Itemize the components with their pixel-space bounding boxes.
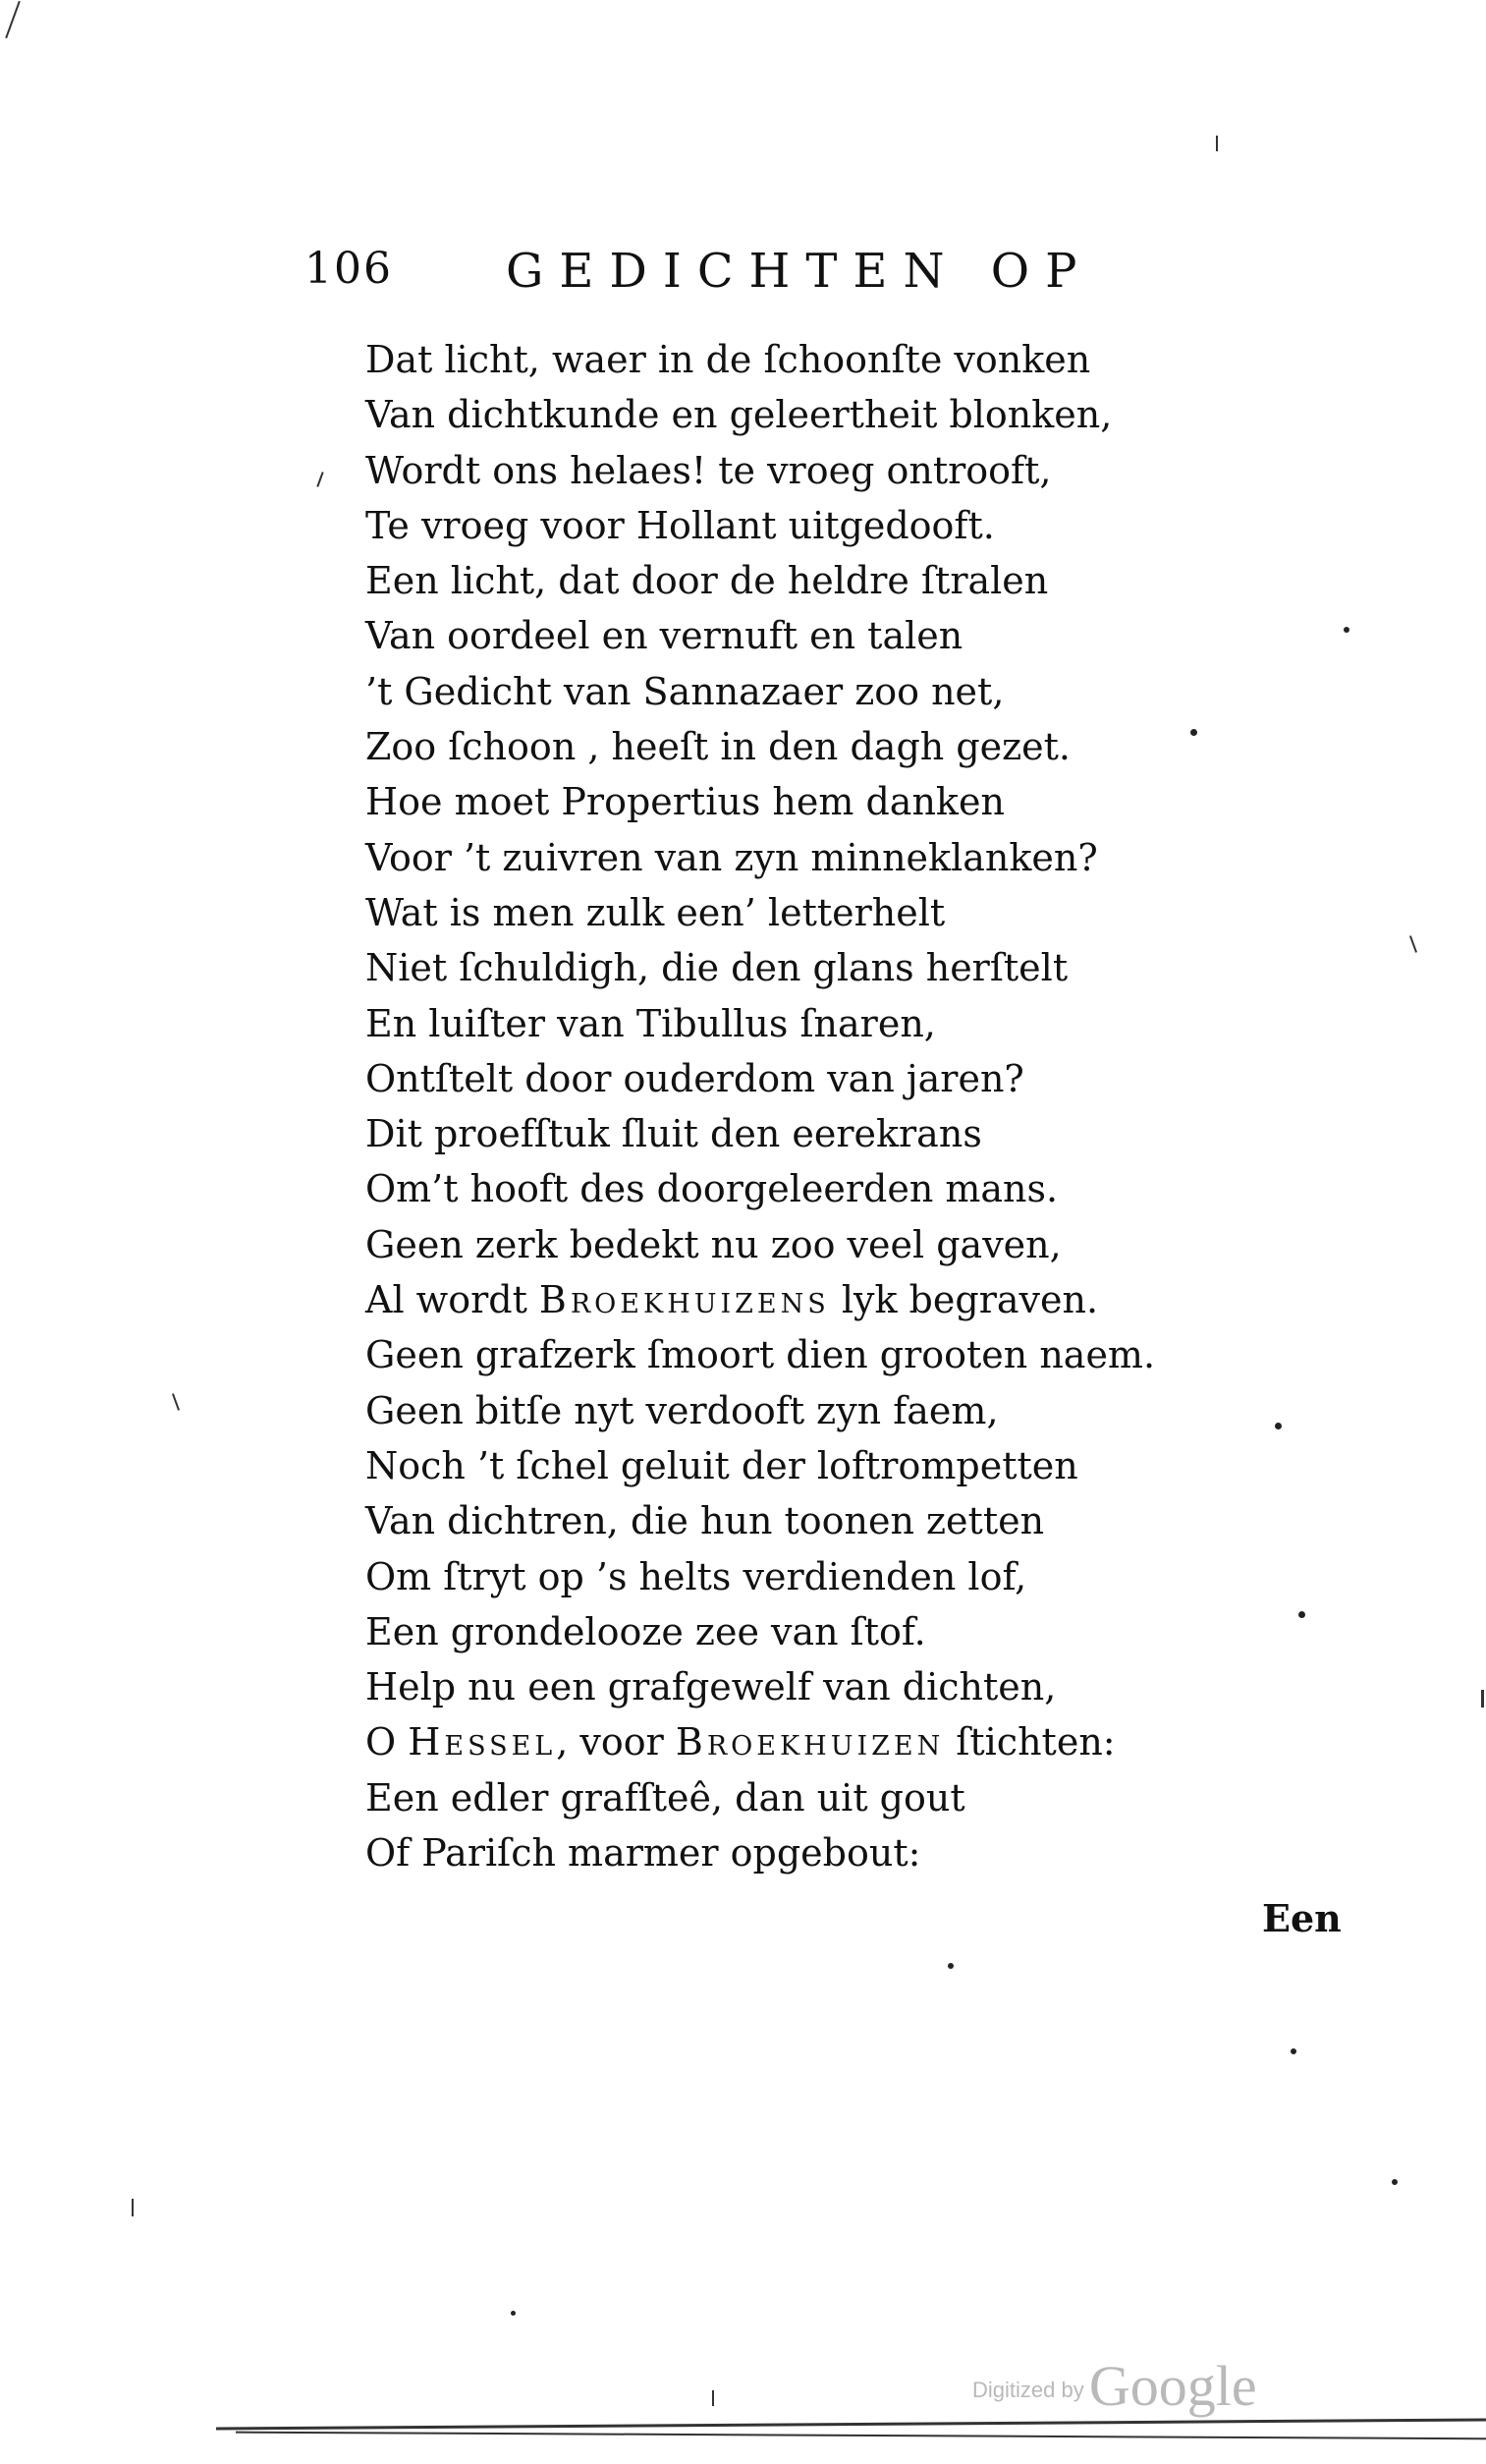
digitized-by-google-watermark — [972, 2353, 1257, 2419]
verse-line — [365, 1161, 1249, 1216]
verse-line — [365, 1327, 1249, 1382]
verse-line — [365, 1438, 1249, 1493]
verse-line — [365, 1714, 1249, 1769]
scan-mark — [712, 2390, 714, 2406]
google-logo: Google — [1088, 2354, 1257, 2418]
scan-speck — [1298, 1611, 1305, 1618]
verse-line — [365, 1770, 1249, 1825]
scan-mark — [1481, 1690, 1484, 1708]
name-smallcaps: Broekhuizens — [538, 1278, 830, 1322]
verse-text: Van dichtkunde en geleertheit blonken, — [365, 393, 1113, 437]
verse-text: Voor ’t zuivren van zyn minneklanken? — [365, 835, 1098, 879]
verse-text: Niet ſchuldigh, die den glans herſtelt — [365, 946, 1069, 990]
verse-text: , voor — [556, 1720, 676, 1764]
scan-speck — [1344, 627, 1349, 633]
verse-line — [365, 885, 1249, 940]
verse-line — [365, 1106, 1249, 1161]
poem — [365, 332, 1249, 1880]
verse-line — [365, 608, 1249, 663]
verse-line — [365, 1659, 1249, 1714]
scan-speck — [1291, 2048, 1296, 2054]
scan-mark — [5, 1, 21, 38]
verse-text: Al wordt — [365, 1278, 539, 1322]
verse-line — [365, 387, 1249, 442]
verse-line — [365, 1051, 1249, 1106]
name-smallcaps: Broekhuizen — [675, 1720, 945, 1764]
scan-speck — [1392, 2179, 1398, 2185]
verse-line — [365, 332, 1249, 387]
verse-line — [365, 996, 1249, 1051]
scan-edge — [236, 2432, 1486, 2440]
verse-text: Wat is men zulk een’ letterhelt — [365, 890, 946, 934]
scan-mark — [172, 1393, 180, 1411]
scan-speck — [1275, 1423, 1282, 1429]
verse-text: Van dichtren, die hun toonen zetten — [365, 1499, 1045, 1543]
verse-text: lyk begraven. — [829, 1278, 1099, 1322]
verse-text: Noch ’t ſchel geluit der loftrompetten — [365, 1443, 1078, 1487]
scan-mark — [132, 2199, 134, 2216]
scan-mark — [1216, 136, 1218, 151]
verse-text: Een edler grafſteê, dan uit gout — [365, 1775, 965, 1820]
verse-line — [365, 1549, 1249, 1604]
verse-line — [365, 940, 1249, 995]
verse-line — [365, 774, 1249, 829]
verse-text: Help nu een grafgewelf van dichten, — [365, 1665, 1057, 1709]
verse-text: Om’t hooft des doorgeleerden mans. — [365, 1167, 1059, 1211]
verse-text: ’t Gedicht van Sannazaer zoo net, — [365, 669, 1005, 713]
verse-text: O — [365, 1720, 409, 1764]
page-header — [304, 244, 1188, 312]
verse-text: Geen grafzerk ſmoort dien grooten naem. — [365, 1333, 1156, 1377]
running-head: GEDICHTEN OP — [506, 244, 1093, 299]
verse-line — [365, 664, 1249, 719]
scan-speck — [511, 2311, 516, 2316]
catchword: Een — [1262, 1896, 1342, 1940]
verse-text: Wordt ons helaes! te vroeg ontrooft, — [365, 448, 1052, 492]
verse-text: Of Pariſch marmer opgebout: — [365, 1831, 921, 1876]
scan-speck — [948, 1963, 954, 1969]
page-number: 106 — [304, 244, 393, 294]
verse-text: Geen zerk bedekt nu zoo veel gaven, — [365, 1222, 1062, 1266]
verse-text: Geen bitſe nyt verdooft zyn faem, — [365, 1388, 999, 1432]
verse-line — [365, 1825, 1249, 1880]
verse-text: Een licht, dat door de heldre ſtralen — [365, 559, 1049, 603]
verse-line — [365, 1383, 1249, 1438]
verse-text: Een grondelooze zee van ſtof. — [365, 1609, 926, 1653]
scan-mark — [1409, 935, 1417, 953]
scan-mark — [316, 472, 323, 487]
scan-edge — [216, 2418, 1486, 2430]
verse-line — [365, 498, 1249, 553]
verse-text: Ontſtelt door ouderdom van jaren? — [365, 1056, 1024, 1100]
verse-text: Om ſtryt op ’s helts verdienden lof, — [365, 1554, 1027, 1598]
verse-text: Te vroeg voor Hollant uitgedooft. — [365, 503, 995, 547]
verse-text: En luiſter van Tibullus ſnaren, — [365, 1001, 936, 1045]
verse-line — [365, 830, 1249, 885]
verse-text: Hoe moet Propertius hem danken — [365, 780, 1005, 824]
verse-text: Zoo ſchoon , heeſt in den dagh gezet. — [365, 725, 1071, 769]
verse-text: ſtichten: — [944, 1720, 1116, 1764]
verse-text: Dat licht, waer in de ſchoonſte vonken — [365, 338, 1091, 381]
verse-text: Van oordeel en vernuft en talen — [365, 614, 963, 658]
verse-line — [365, 1272, 1249, 1327]
verse-line — [365, 1217, 1249, 1272]
watermark-prefix: Digitized by — [972, 2378, 1084, 2402]
verse-line — [365, 553, 1249, 608]
verse-line — [365, 1604, 1249, 1659]
name-smallcaps: Hessel — [408, 1720, 557, 1764]
verse-text: Dit proefſtuk ſluit den eerekrans — [365, 1112, 982, 1156]
verse-line — [365, 719, 1249, 774]
scan-speck — [1190, 729, 1197, 736]
verse-line — [365, 443, 1249, 498]
verse-line — [365, 1493, 1249, 1548]
